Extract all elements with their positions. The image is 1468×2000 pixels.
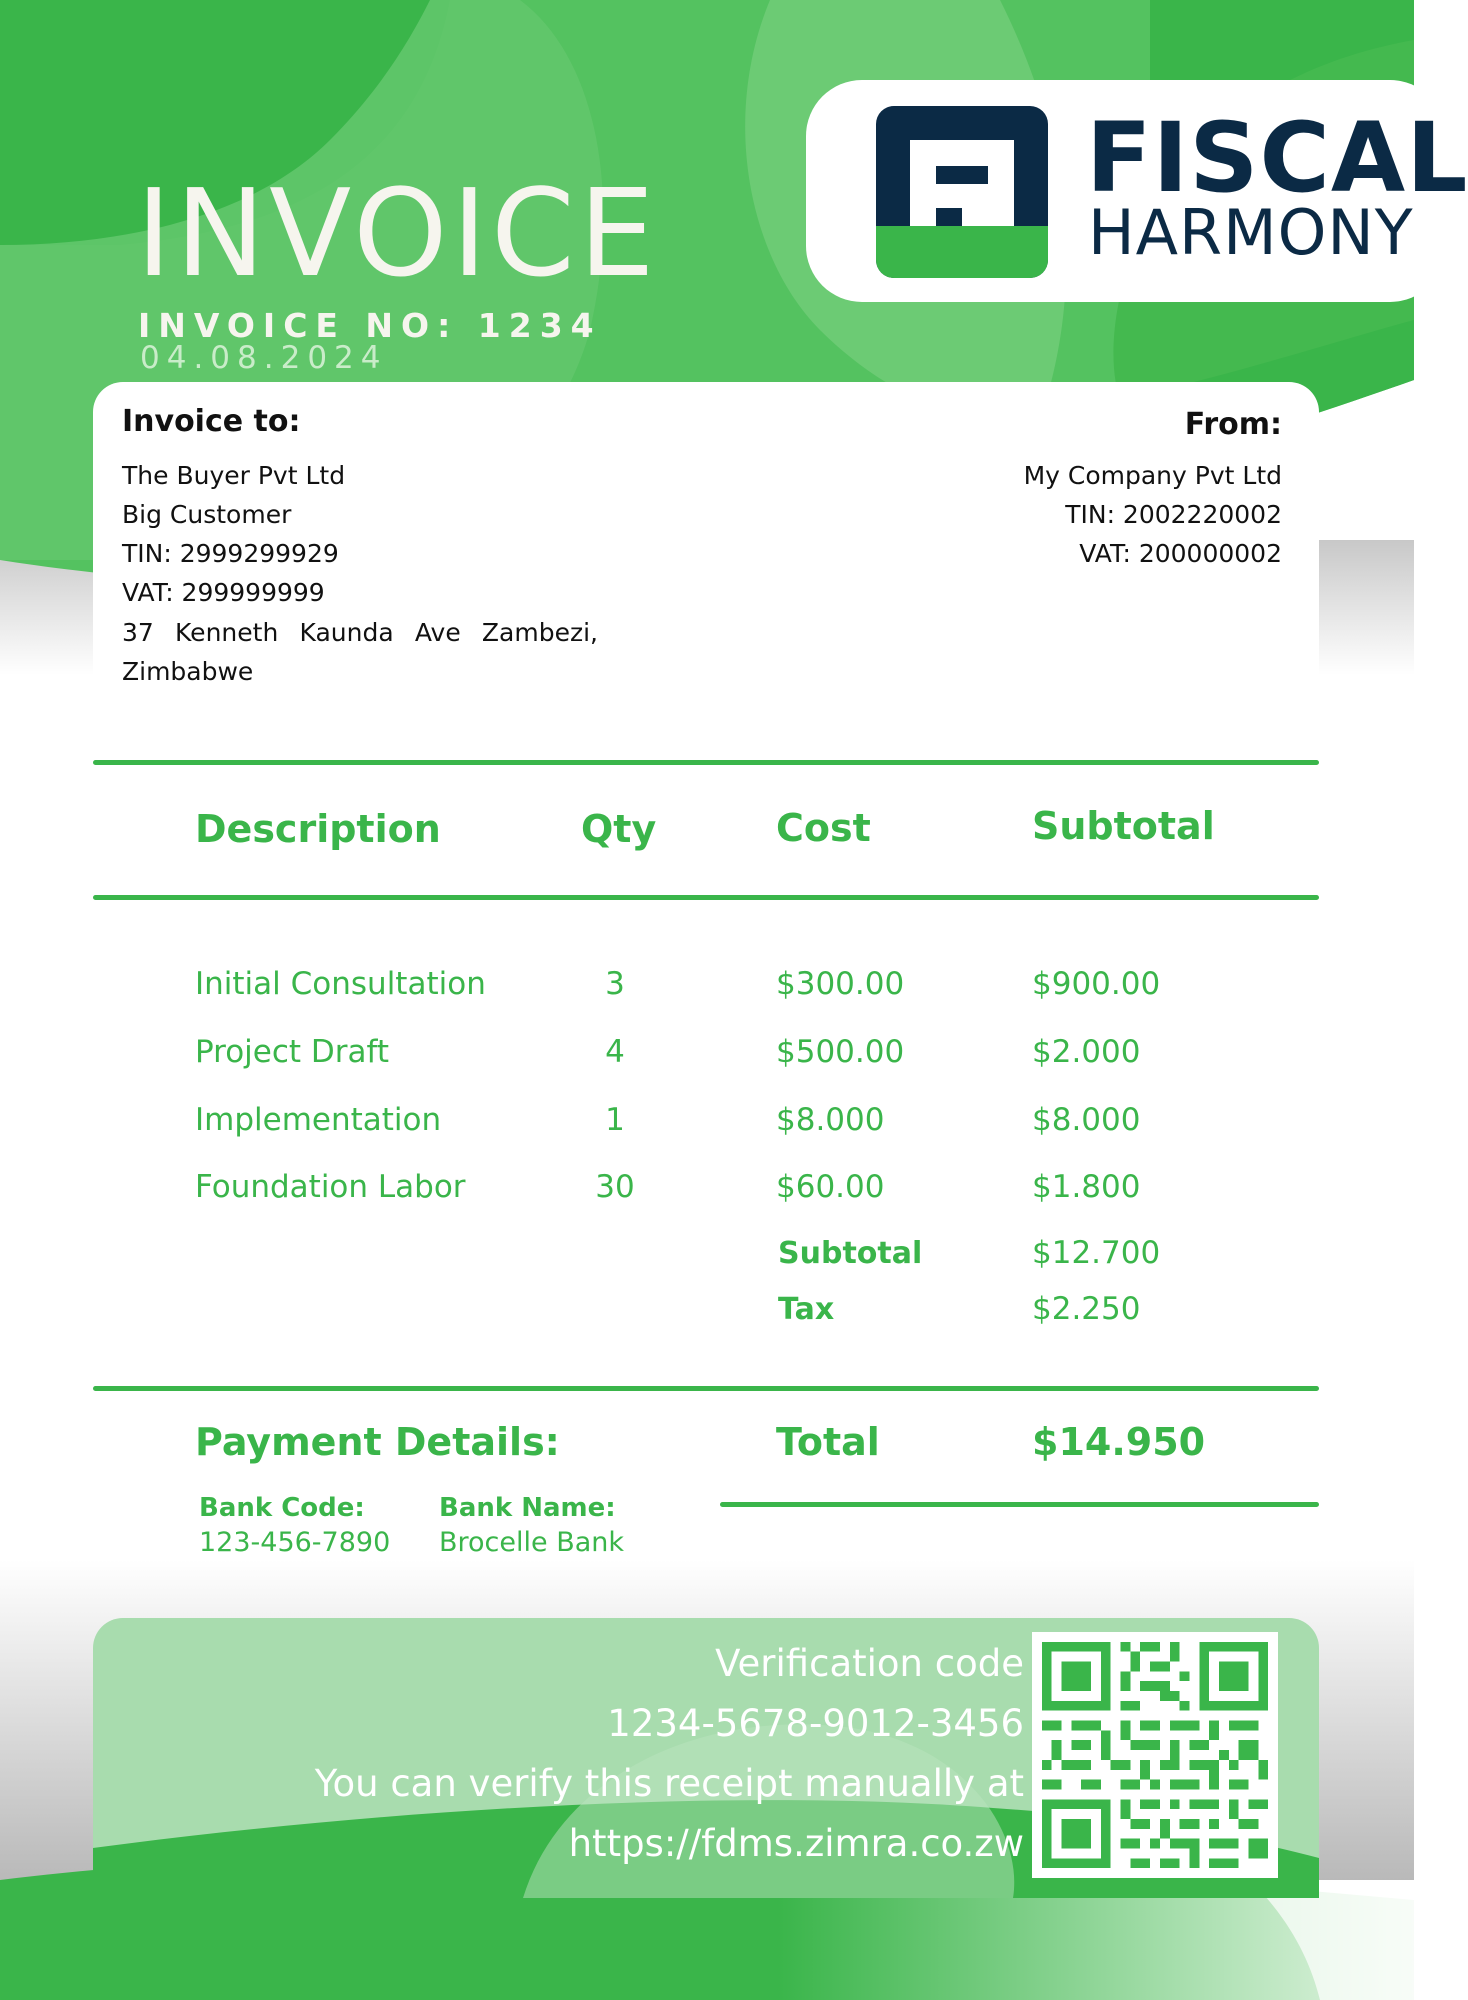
table-row-cost: $300.00 — [776, 966, 905, 1002]
verification-note: You can verify this receipt manually at — [314, 1762, 1024, 1805]
table-row-qty: 3 — [605, 966, 625, 1002]
subtotal-label: Subtotal — [778, 1236, 923, 1271]
buyer-vat: VAT: 299999999 — [122, 578, 325, 607]
column-header-qty: Qty — [581, 807, 657, 851]
table-row-cost: $60.00 — [776, 1169, 885, 1205]
table-row-cost: $500.00 — [776, 1034, 905, 1070]
buyer-address: 37 Kenneth Kaunda Ave Zambezi, — [122, 618, 598, 647]
total-underline — [720, 1502, 1319, 1507]
from-heading: From: — [1184, 407, 1282, 442]
table-top-rule — [93, 760, 1319, 765]
table-row-description: Project Draft — [195, 1034, 390, 1070]
bank-name-label: Bank Name: — [439, 1493, 616, 1523]
buyer-country: Zimbabwe — [122, 657, 254, 686]
bank-name-value: Brocelle Bank — [439, 1527, 625, 1558]
fiscal-harmony-logo-mark-icon — [876, 106, 1048, 278]
seller-vat: VAT: 200000002 — [1079, 539, 1282, 568]
tax-label: Tax — [778, 1292, 835, 1327]
table-row-qty: 1 — [605, 1102, 625, 1138]
total-label: Total — [776, 1420, 880, 1464]
bank-code-label: Bank Code: — [199, 1493, 365, 1523]
table-row-subtotal: $2.000 — [1032, 1034, 1141, 1070]
buyer-tin: TIN: 2999299929 — [122, 539, 339, 568]
qr-code-icon — [1032, 1632, 1278, 1878]
table-row-subtotal: $8.000 — [1032, 1102, 1141, 1138]
verification-code: 1234-5678-9012-3456 — [607, 1702, 1024, 1745]
column-header-cost: Cost — [776, 806, 871, 850]
invoice-to-heading: Invoice to: — [122, 404, 301, 439]
seller-tin: TIN: 2002220002 — [1065, 500, 1282, 529]
bank-code-value: 123-456-7890 — [199, 1527, 391, 1558]
table-row-subtotal: $1.800 — [1032, 1169, 1141, 1205]
table-row-cost: $8.000 — [776, 1102, 885, 1138]
invoice-date: 04.08.2024 — [140, 340, 388, 376]
total-value: $14.950 — [1032, 1420, 1206, 1464]
payment-details-heading: Payment Details: — [195, 1420, 560, 1464]
verification-code-label: Verification code — [715, 1642, 1024, 1685]
table-header-rule — [93, 895, 1319, 900]
verification-url[interactable]: https://fdms.zimra.co.zw — [568, 1822, 1024, 1865]
table-row-subtotal: $900.00 — [1032, 966, 1161, 1002]
table-row-description: Implementation — [195, 1102, 442, 1138]
buyer-contact: Big Customer — [122, 500, 292, 529]
logo-text-fiscal: FISCAL — [1086, 102, 1468, 214]
column-header-description: Description — [195, 807, 441, 851]
invoice-number: INVOICE NO: 1234 — [138, 306, 602, 345]
invoice-title: INVOICE — [136, 165, 659, 304]
seller-name: My Company Pvt Ltd — [1023, 461, 1282, 490]
table-row-qty: 4 — [605, 1034, 625, 1070]
subtotal-value: $12.700 — [1032, 1235, 1161, 1271]
table-row-description: Foundation Labor — [195, 1169, 466, 1205]
table-row-description: Initial Consultation — [195, 966, 486, 1002]
buyer-name: The Buyer Pvt Ltd — [122, 461, 346, 490]
column-header-subtotal: Subtotal — [1032, 804, 1215, 848]
tax-value: $2.250 — [1032, 1291, 1141, 1327]
table-row-qty: 30 — [595, 1169, 635, 1205]
logo-text-harmony: HARMONY — [1088, 196, 1414, 269]
totals-rule — [93, 1386, 1319, 1391]
